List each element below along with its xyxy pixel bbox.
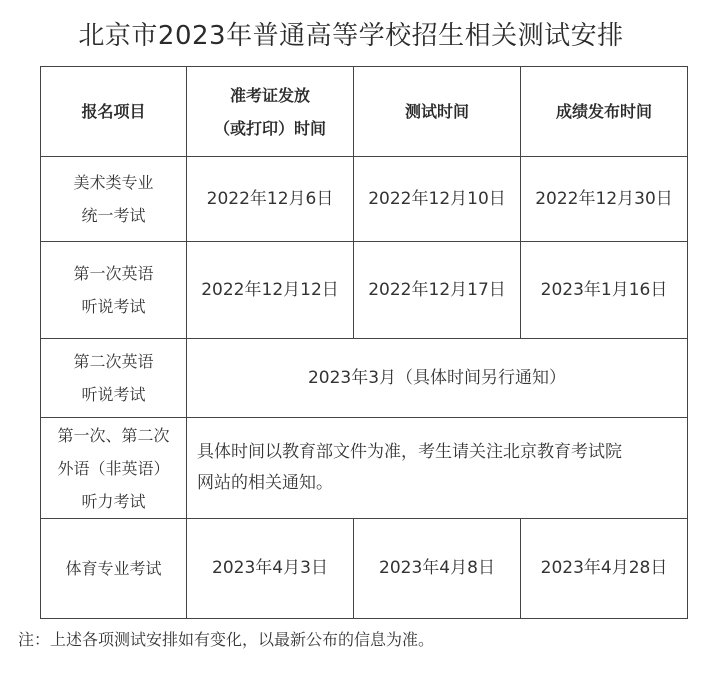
- table-header-row: [41, 67, 688, 157]
- ticket-date: 2022年12月12日: [187, 242, 354, 339]
- table-row: [41, 418, 688, 519]
- row-item-line1: 第一次、第二次: [57, 425, 170, 445]
- header-ticket-line2: （或打印）时间: [213, 118, 326, 138]
- header-item: [41, 67, 187, 157]
- header-score-time: [521, 67, 688, 157]
- score-date: 2023年1月16日: [521, 242, 688, 339]
- row-item-line1: 美术类专业: [73, 173, 154, 192]
- header-test-time: [354, 67, 521, 157]
- score-date: 2023年4月28日: [521, 519, 688, 619]
- header-score-time-label: 成绩发布时间: [555, 102, 652, 121]
- table-row: [41, 157, 688, 242]
- row-item-line2: 统一考试: [81, 206, 146, 225]
- row-item: [41, 519, 187, 619]
- row-item-line2: 外语（非英语）: [57, 458, 170, 478]
- row-item-line1: 第二次英语: [73, 352, 154, 371]
- table-row: [41, 339, 688, 418]
- test-date: 2022年12月17日: [354, 242, 521, 339]
- row-item-line1: 体育专业考试: [65, 559, 162, 578]
- test-date: 2022年12月10日: [354, 157, 521, 242]
- row-item-line2: 听说考试: [81, 385, 146, 404]
- merged-schedule-cell: 2023年3月（具体时间另行通知）: [187, 339, 688, 418]
- row-item: [41, 418, 187, 519]
- ticket-date: 2022年12月6日: [187, 157, 354, 242]
- header-ticket-line1: 准考证发放: [229, 85, 310, 105]
- table-row: [41, 519, 688, 619]
- score-date: 2022年12月30日: [521, 157, 688, 242]
- row-item: [41, 157, 187, 242]
- note-line2: 网站的相关通知。: [197, 473, 333, 493]
- ticket-date: 2023年4月3日: [187, 519, 354, 619]
- merged-note-cell: [187, 418, 688, 519]
- table-row: [41, 242, 688, 339]
- row-item-line3: 听力考试: [81, 491, 146, 511]
- row-item: [41, 339, 187, 418]
- schedule-table: [40, 66, 688, 619]
- row-item-line1: 第一次英语: [73, 264, 154, 283]
- header-test-time-label: 测试时间: [404, 102, 469, 121]
- test-date: 2023年4月8日: [354, 519, 521, 619]
- footnote: 注：上述各项测试安排如有变化，以最新公布的信息为准。: [18, 630, 435, 649]
- row-item-line2: 听说考试: [81, 297, 146, 316]
- header-item-label: 报名项目: [81, 102, 146, 121]
- header-ticket-time: [187, 67, 354, 157]
- page-title: 北京市2023年普通高等学校招生相关测试安排: [78, 21, 624, 51]
- row-item: [41, 242, 187, 339]
- note-line1: 具体时间以教育部文件为准，考生请关注北京教育考试院: [197, 442, 622, 462]
